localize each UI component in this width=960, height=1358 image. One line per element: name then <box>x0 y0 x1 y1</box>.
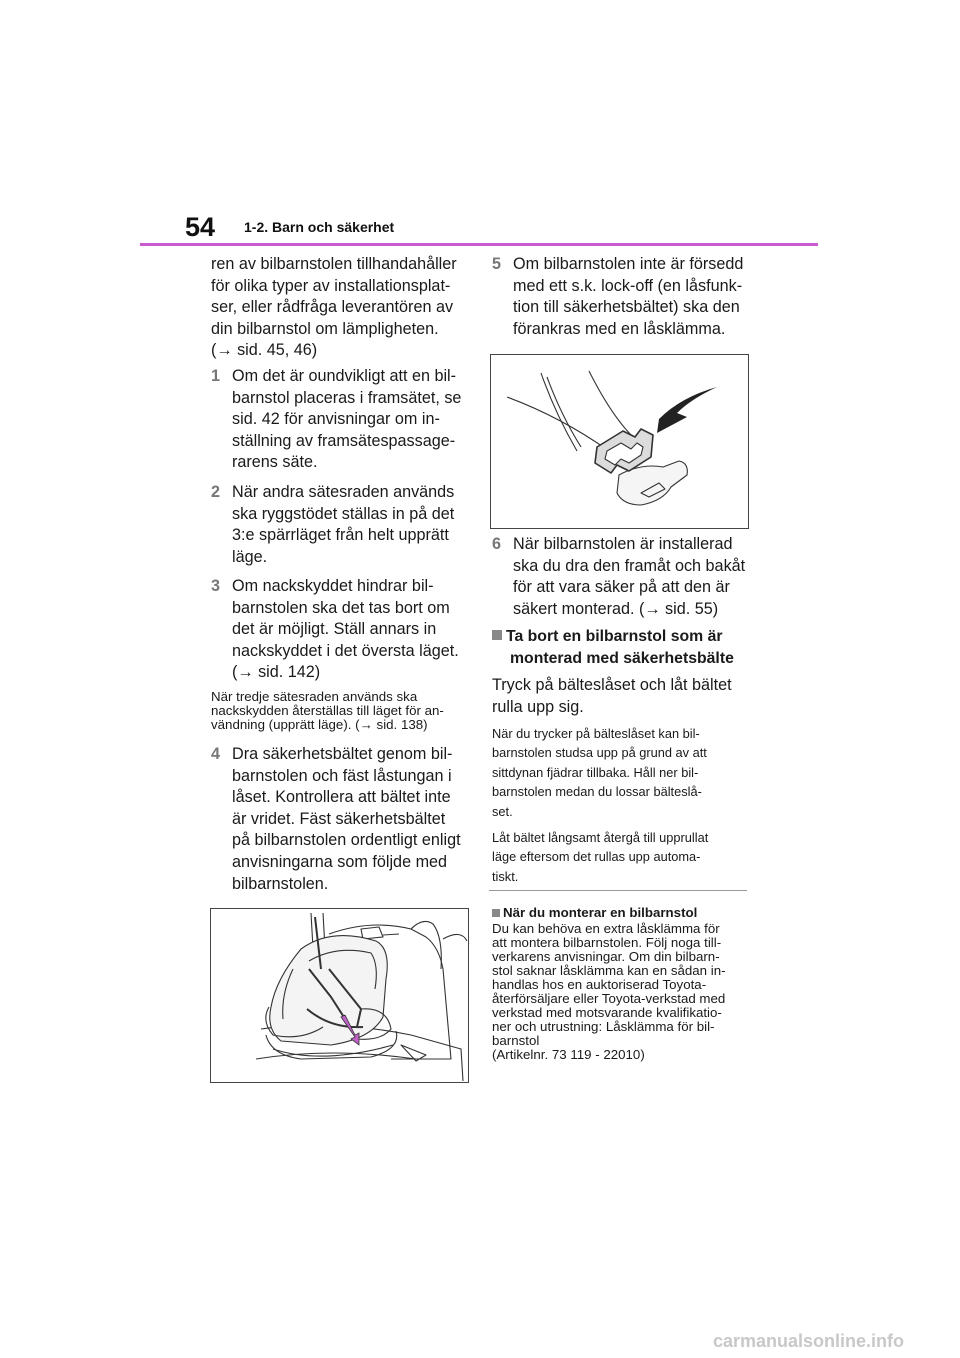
square-bullet-icon <box>492 630 502 640</box>
page-number: 54 <box>185 212 216 242</box>
text-line: ren av bilbarnstolen tillhandahåller <box>211 255 457 273</box>
text-line: verkarens anvisningar. Om din bilbarn- <box>492 949 720 964</box>
text-line: När bilbarnstolen är installerad <box>513 535 733 553</box>
text-line: tiskt. <box>492 868 519 884</box>
step-4 <box>211 744 467 899</box>
step-number: 5 <box>492 255 502 273</box>
text-line: Tryck på bälteslåset och låt bältet <box>492 676 732 694</box>
step-6 <box>492 534 748 626</box>
text-line: är vridet. Fäst säkerhetsbältet <box>232 809 446 828</box>
text-line: tion till säkerhetsbältet) ska den <box>513 298 740 317</box>
step-number: 2 <box>211 483 221 501</box>
square-bullet-icon <box>492 909 500 917</box>
pointer-arrow-icon <box>657 387 717 433</box>
text-line: rulla upp sig. <box>492 697 584 716</box>
text-line: set. <box>492 803 513 819</box>
step-number: 6 <box>492 535 502 553</box>
text-line: När du trycker på bälteslåset kan bil- <box>492 726 700 741</box>
child-seat-figure <box>210 908 469 1083</box>
text-line: bilbarnstolen. <box>232 874 329 893</box>
text-line: läge. <box>232 547 268 566</box>
step-3 <box>211 576 467 688</box>
text-line: låset. Kontrollera att bältet inte <box>232 788 451 807</box>
sub-text <box>492 922 754 1062</box>
text-line: (→ sid. 142) <box>232 663 321 682</box>
text-line: När tredje sätesraden används ska <box>211 689 418 704</box>
text-line: Om det är oundvikligt att en bil- <box>232 367 457 385</box>
text-line: (Artikelnr. 73 119 - 22010) <box>492 1047 645 1062</box>
text-line <box>492 626 752 648</box>
locking-clip-illustration <box>491 355 748 528</box>
text-line: sittdynan fjädrar tillbaka. Håll ner bil- <box>492 764 699 780</box>
text-line: ser, eller rådfråga leverantören av <box>211 298 454 317</box>
text-line: återförsäljare eller Toyota-verkstad med <box>492 991 726 1006</box>
text-line: ställning av framsätespassage- <box>232 431 456 450</box>
text-line: (→ sid. 45, 46) <box>211 341 318 360</box>
text-line: barnstol <box>492 1033 540 1048</box>
text-line: barnstolen och fäst låstungan i <box>232 766 452 785</box>
text-line: När andra sätesraden används <box>232 483 455 501</box>
text-line: sid. 42 för anvisningar om in- <box>232 410 440 429</box>
text-line: barnstol placeras i framsätet, se <box>232 388 462 407</box>
text-line: nackskydden återställas till läget för an- <box>211 703 444 718</box>
note-2 <box>492 828 750 886</box>
text-line: rarens säte. <box>232 453 318 472</box>
section-title: 1-2. Barn och säkerhet <box>244 219 395 235</box>
sub-heading-text: När du monterar en bilbarnstol <box>503 905 698 920</box>
step-1 <box>211 366 467 478</box>
step-5 <box>492 254 748 346</box>
text-line: Dra säkerhetsbältet genom bil- <box>232 745 453 763</box>
text-line: verkstad med motsvarande kvalifikatio- <box>492 1005 722 1020</box>
text-line: barnstolen studsa upp på grund av att <box>492 745 707 761</box>
step-number: 3 <box>211 577 221 595</box>
text-line: vändning (upprätt läge). (→ sid. 138) <box>211 717 428 732</box>
text-line: barnstolen ska det tas bort om <box>232 598 450 617</box>
text-line: handlas hos en auktoriserad Toyota- <box>492 977 707 992</box>
child-seat-illustration <box>211 909 468 1082</box>
text-line: att montera bilbarnstolen. Följ noga till- <box>492 935 722 950</box>
text-line: anvisningarna som följde med <box>232 852 448 871</box>
text-line: barnstolen medan du lossar bälteslå- <box>492 784 702 800</box>
text-line: Du kan behöva en extra låsklämma för <box>492 921 720 936</box>
divider <box>489 890 747 891</box>
text-line: säkert monterad. (→ sid. 55) <box>513 599 719 618</box>
text-line: Om bilbarnstolen inte är försedd <box>513 255 744 273</box>
text-line: förankras med en låsklämma. <box>513 319 726 338</box>
text-line: din bilbarnstol om lämpligheten. <box>211 319 439 338</box>
text-line: 3:e spärrläget från helt upprätt <box>232 526 449 545</box>
text-line: med ett s.k. lock-off (en låsfunk- <box>513 276 743 295</box>
footer-watermark[interactable]: carmanualsonline.info <box>712 1331 904 1351</box>
header-rule <box>140 243 818 246</box>
locking-clip-figure <box>490 354 749 529</box>
text-line: det är möjligt. Ställ annars in <box>232 620 437 639</box>
text-line: ner och utrustning: Låsklämma för bil- <box>492 1019 715 1034</box>
text-line: nackskyddet i det översta läget. <box>232 641 459 660</box>
heading-line: Ta bort en bilbarnstol som är <box>506 628 723 645</box>
step-number: 1 <box>211 367 221 385</box>
section-heading <box>492 626 752 669</box>
text-line: för att vara säker på att den är <box>513 578 730 597</box>
text-line: Om nackskyddet hindrar bil- <box>232 577 434 595</box>
text-line: för olika typer av installationsplat- <box>211 276 451 295</box>
heading-line: monterad med säkerhetsbälte <box>510 649 734 667</box>
text-line: Låt bältet långsamt återgå till upprullat <box>492 830 709 845</box>
sub-heading <box>492 905 697 920</box>
text-line: på bilbarnstolen ordentligt enligt <box>232 831 461 850</box>
text-line: ska ryggstödet ställas in på det <box>232 504 455 523</box>
small-note <box>211 690 469 732</box>
remove-paragraph <box>492 675 748 718</box>
step-number: 4 <box>211 745 221 763</box>
text-line: stol saknar låsklämma kan en sådan in- <box>492 963 726 978</box>
note-1 <box>492 724 750 821</box>
text-line: ska du dra den framåt och bakåt <box>513 556 746 575</box>
text-line: läge eftersom det rullas upp automa- <box>492 849 701 865</box>
step-2 <box>211 482 467 574</box>
intro-paragraph <box>211 254 467 362</box>
